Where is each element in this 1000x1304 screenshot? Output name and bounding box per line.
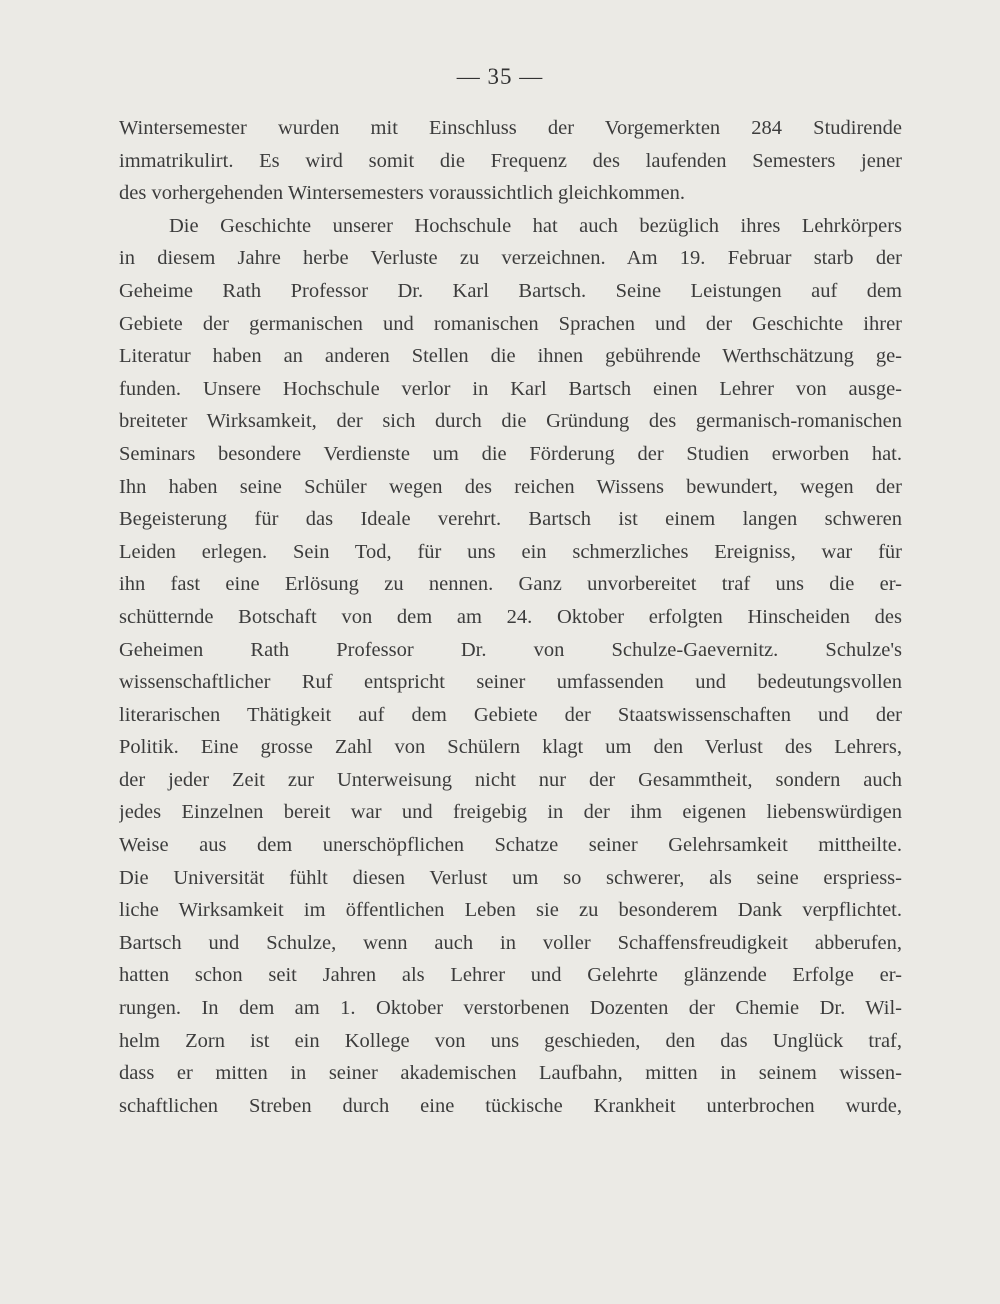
- text-line: hatten schon seit Jahren als Lehrer und Gelehrte glänzende Erfolge er-: [119, 964, 902, 987]
- text-line: der jeder Zeit zur Unterweisung nicht nur der Gesammtheit, sondern auch: [119, 768, 902, 791]
- text-line: schütternde Botschaft von dem am 24. Oktober erfolgten Hinscheiden des: [119, 605, 902, 628]
- text-line: Begeisterung für das Ideale verehrt. Bartsch ist einem langen schweren: [119, 508, 902, 531]
- text-line: jedes Einzelnen bereit war und freigebig in der ihm eigenen liebenswürdigen: [119, 801, 902, 824]
- text-line: Die Geschichte unserer Hochschule hat auch bezüglich ihres Lehrkörpers: [169, 214, 902, 237]
- text-line: Literatur haben an anderen Stellen die ihnen gebührende Werthschätzung ge-: [119, 345, 902, 368]
- text-line: des vorhergehenden Wintersemesters voraussichtlich gleichkommen.: [119, 182, 685, 205]
- text-line: dass er mitten in seiner akademischen Laufbahn, mitten in seinem wissen-: [119, 1062, 902, 1085]
- text-line: Politik. Eine grosse Zahl von Schülern klagt um den Verlust des Lehrers,: [119, 736, 902, 759]
- text-line: Die Universität fühlt diesen Verlust um so schwerer, als seine erspriess-: [119, 866, 902, 889]
- text-line: Gebiete der germanischen und romanischen Sprachen und der Geschichte ihrer: [119, 312, 902, 335]
- text-line: immatrikulirt. Es wird somit die Frequenz des laufenden Semesters jener: [119, 149, 902, 172]
- text-line: Seminars besondere Verdienste um die Förderung der Studien erworben hat.: [119, 442, 902, 465]
- text-line: liche Wirksamkeit im öffentlichen Leben sie zu besonderem Dank verpflichtet.: [119, 899, 902, 922]
- text-line: wissenschaftlicher Ruf entspricht seiner umfassenden und bedeutungsvollen: [119, 671, 902, 694]
- text-line: ihn fast eine Erlösung zu nennen. Ganz unvorbereitet traf uns die er-: [119, 573, 902, 596]
- text-line: schaftlichen Streben durch eine tückische Krankheit unterbrochen wurde,: [119, 1094, 902, 1117]
- page-number: — 35 —: [456, 64, 544, 89]
- text-line: Leiden erlegen. Sein Tod, für uns ein schmerzliches Ereigniss, war für: [119, 540, 902, 563]
- text-line: Geheime Rath Professor Dr. Karl Bartsch. Seine Leistungen auf dem: [119, 279, 902, 302]
- text-line: Ihn haben seine Schüler wegen des reichen Wissens bewundert, wegen der: [119, 475, 902, 498]
- text-line: Geheimen Rath Professor Dr. von Schulze-Gaevernitz. Schulze's: [119, 638, 902, 661]
- text-line: in diesem Jahre herbe Verluste zu verzeichnen. Am 19. Februar starb der: [119, 247, 902, 270]
- text-line: Weise aus dem unerschöpflichen Schatze seiner Gelehrsamkeit mittheilte.: [119, 834, 902, 857]
- text-line: Bartsch und Schulze, wenn auch in voller Schaffensfreudigkeit abberufen,: [119, 931, 902, 954]
- text-line: breiteter Wirksamkeit, der sich durch die Gründung des germanisch-romanischen: [119, 410, 902, 433]
- text-line: rungen. In dem am 1. Oktober verstorbenen Dozenten der Chemie Dr. Wil-: [119, 997, 902, 1020]
- text-line: helm Zorn ist ein Kollege von uns geschieden, den das Unglück traf,: [119, 1029, 902, 1052]
- text-line: literarischen Thätigkeit auf dem Gebiete der Staatswissenschaften und der: [119, 703, 902, 726]
- text-line: Wintersemester wurden mit Einschluss der Vorgemerkten 284 Studirende: [119, 117, 902, 139]
- text-line: funden. Unsere Hochschule verlor in Karl Bartsch einen Lehrer von ausge-: [119, 377, 902, 400]
- body-text: [119, 112, 902, 1122]
